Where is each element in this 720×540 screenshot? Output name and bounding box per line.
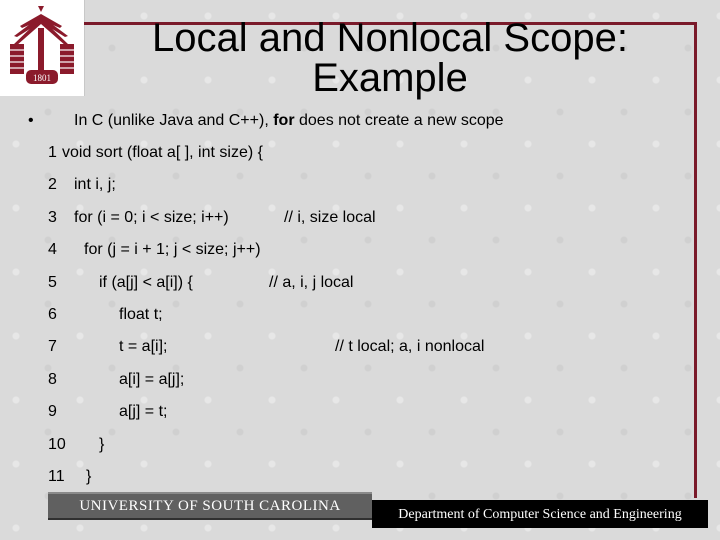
line-number: 6 xyxy=(48,305,57,323)
bullet-text-before: In C (unlike Java and C++), xyxy=(74,112,274,129)
palmetto-tree-seal-icon xyxy=(0,0,84,96)
code-text: t = a[i]; xyxy=(119,338,168,356)
line-number: 5 xyxy=(48,273,57,291)
code-comment: // a, i, j local xyxy=(269,273,354,291)
code-text: void sort (float a[ ], int size) { xyxy=(62,144,263,161)
code-text: } xyxy=(99,435,105,453)
line-number: 8 xyxy=(48,370,57,388)
line-number: 11 xyxy=(48,467,65,485)
code-text: for (j = i + 1; j < size; j++) xyxy=(84,241,261,259)
line-number: 9 xyxy=(48,403,57,421)
bullet-keyword: for xyxy=(273,112,295,129)
code-text: a[j] = t; xyxy=(119,403,168,421)
university-name: UNIVERSITY OF SOUTH CAROLINA xyxy=(79,498,341,514)
slide-title xyxy=(84,18,696,98)
university-logo xyxy=(0,0,85,96)
code-comment: // i, size local xyxy=(284,208,376,226)
logo-year: 1801 xyxy=(33,73,51,83)
line-number: 3 xyxy=(48,208,57,226)
code-comment: // t local; a, i nonlocal xyxy=(335,338,485,356)
bullet-point xyxy=(28,112,504,130)
department-footer xyxy=(372,500,708,528)
line-number: 4 xyxy=(48,241,57,259)
bullet-marker: • xyxy=(28,112,34,129)
line-number: 2 xyxy=(48,176,57,194)
slide-title-text: Local and Nonlocal Scope: Example xyxy=(152,16,628,100)
code-text: } xyxy=(86,467,92,485)
code-text: a[i] = a[j]; xyxy=(119,370,185,388)
code-text: int i, j; xyxy=(74,176,116,194)
bullet-text-after: does not create a new scope xyxy=(294,112,504,129)
code-text: for (i = 0; i < size; i++) xyxy=(74,208,229,226)
code-text: if (a[j] < a[i]) { xyxy=(99,273,193,291)
code-text: float t; xyxy=(119,305,163,323)
university-footer xyxy=(48,492,372,520)
line-number: 1 xyxy=(48,144,57,161)
line-number: 10 xyxy=(48,435,66,453)
department-name: Department of Computer Science and Engineering xyxy=(398,507,682,522)
line-number: 7 xyxy=(48,338,57,356)
